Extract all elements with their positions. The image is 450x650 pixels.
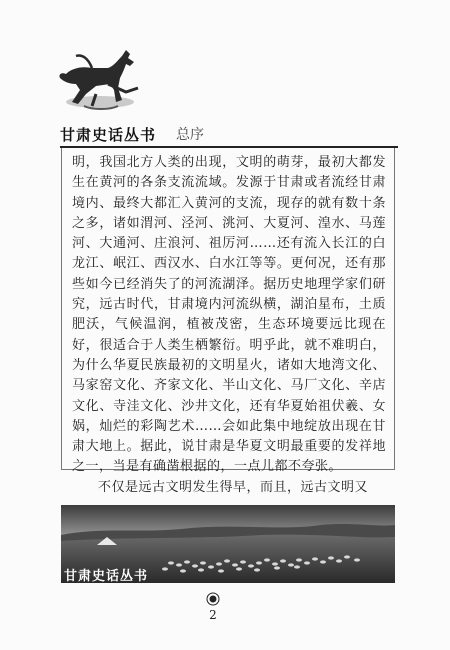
section-label: 总序 [176,127,204,143]
series-title: 甘肃史话丛书 [60,126,157,144]
page-number: 2 [209,608,217,622]
body-paragraph: 不仅是远古文明发生得早，而且，远古文明又 [98,479,369,495]
photo-series-title: 甘肃史话丛书 [64,569,149,584]
page-ornament-icon [206,592,220,606]
galloping-horse-logo [56,44,148,122]
body-paragraph: 明，我国北方人类的出现，文明的萌芽，最初大都发生在黄河的各条支流流域。发源于甘肃或者流经甘肃境内、最终大都汇入黄河的支流，现存的就有数十条之多，诸如渭河、泾河、洮河、大夏河、湟水、马莲河、大通河、庄浪河、祖厉河……还有流入长江的白龙江、岷江、西汉水、白水江等等。更何况，还有那些如今已经消失了的河流湖泽。据历史地理学家们研究，远古时代，甘肃境内河流纵横，湖泊星布，土质肥沃，气候温润，植被茂密，生态环境要远比现在好，很适合于人类生栖繁衍。明乎此，就不难明白，为什么华夏民族最初的文明星火，诸如大地湾文化、马家窑文化、齐家文化、半山文化、马厂文化、辛店文化、寺洼文化、沙井文化，还有华夏始祖伏羲、女娲，灿烂的彩陶艺术……会如此集中地绽放出现在甘肃大地上。据此，说甘肃是华夏文明最重要的发祥地之一，当是有确凿根据的，一点儿都不夸张。 [72,155,386,475]
body-text [72,153,386,498]
